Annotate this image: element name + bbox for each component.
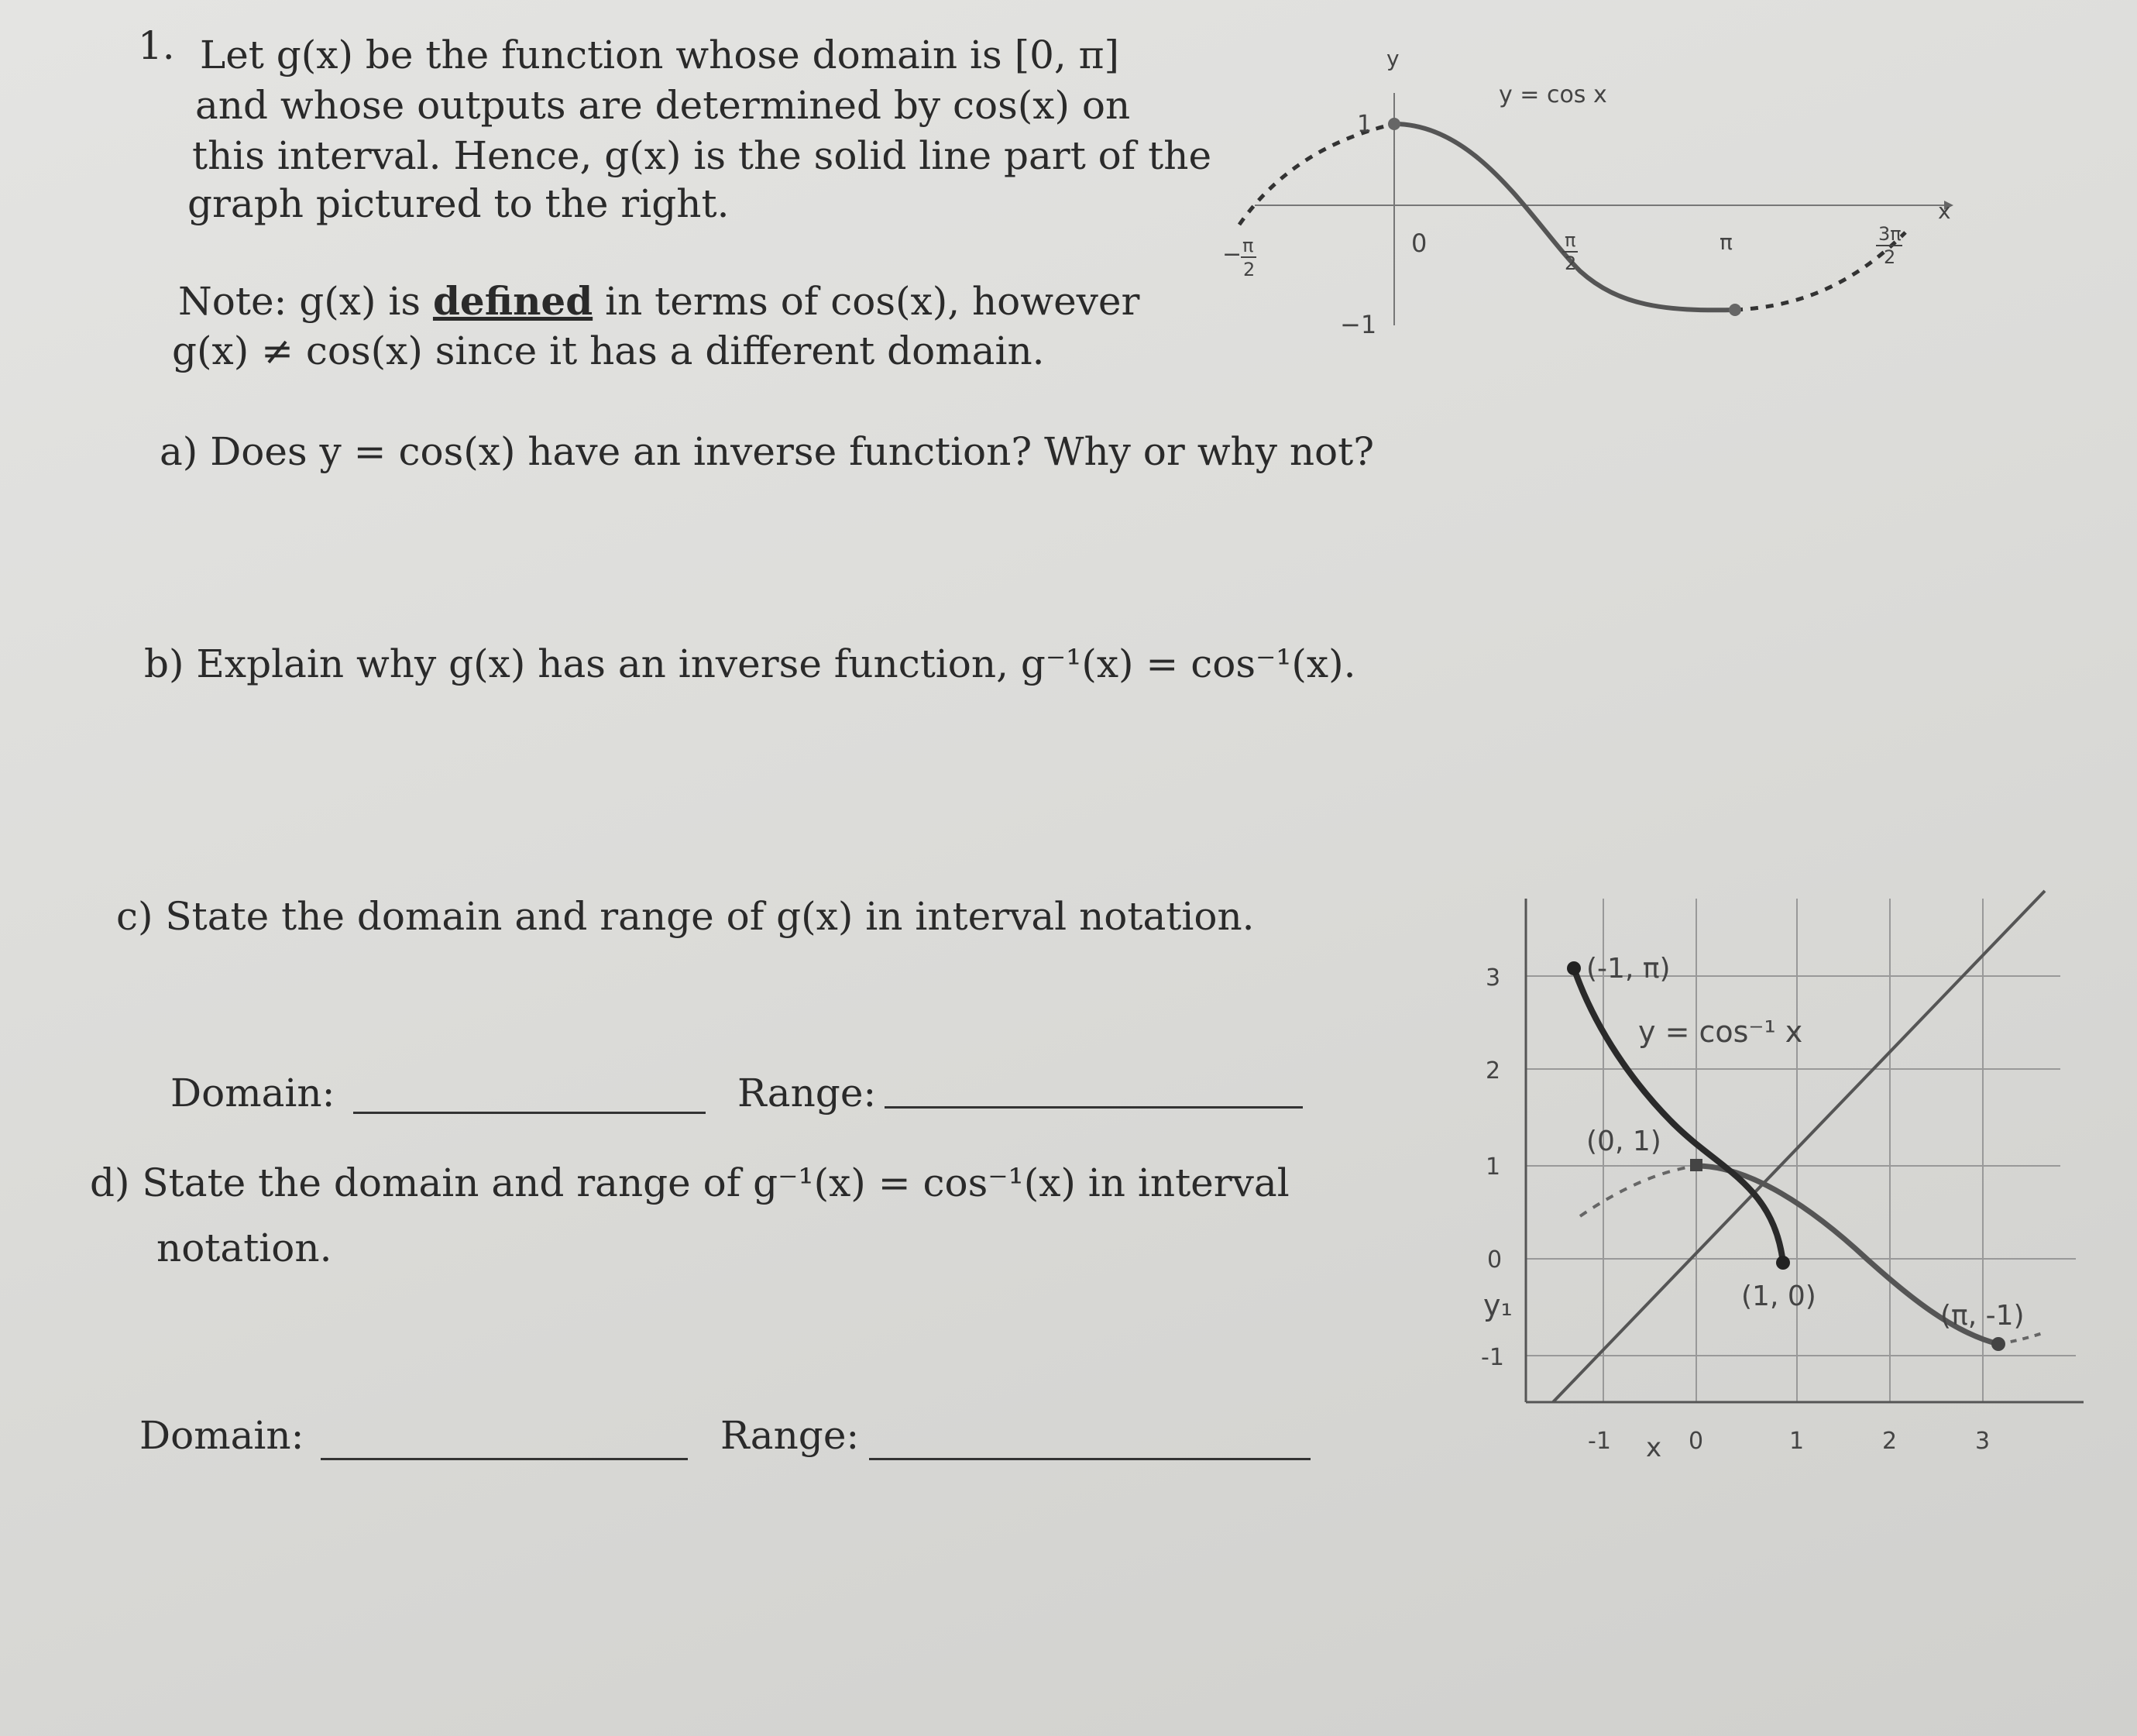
question-b: b) Explain why g(x) has an inverse function, g⁻¹(x) = cos⁻¹(x). [144,641,1356,686]
question-a: a) Does y = cos(x) have an inverse function? Why or why not? [160,429,1375,474]
cos-tick-neg1: −1 [1340,310,1377,339]
arccos-y-tick-1: 1 [1486,1153,1501,1181]
question-d-line-1: d) State the domain and range of g⁻¹(x) = cos⁻¹(x) in interval [90,1160,1290,1205]
cosine-graph [1208,31,2045,356]
arccos-x-tick-3: 3 [1975,1428,1991,1455]
domain-label-d: Domain: [139,1413,304,1458]
cos-tick-pi2-den: 2 [1565,253,1577,274]
cos-solid-curve [1394,124,1735,310]
range-label-c: Range: [737,1071,877,1116]
cos-dashed-left [1239,124,1394,225]
cos-y-axis-label: y [1386,46,1400,71]
cos-tick-pi: π [1720,229,1733,255]
arccos-y-tick-2: 2 [1486,1057,1501,1085]
problem-number: 1. [138,23,175,68]
cos-graph-title: y = cos x [1499,81,1607,108]
intro-line-1: Let g(x) be the function whose domain is [0, π] [200,33,1120,77]
intro-line-2: and whose outputs are determined by cos(x) on [195,83,1131,128]
arccos-x-tick-1: 1 [1789,1428,1805,1455]
cos-x-axis-label: x [1938,198,1951,224]
note-line-1 [178,277,1139,325]
domain-label-c: Domain: [170,1071,335,1116]
cos-tick-neg-pi2-den: 2 [1243,259,1256,280]
cos-endpoint-left [1388,118,1400,130]
cos-tick-3pi2-den: 2 [1884,246,1896,268]
question-d-line-2: notation. [156,1226,332,1270]
arccos-y-tick-neg1: -1 [1481,1344,1504,1371]
question-c: c) State the domain and range of g(x) in interval notation. [116,894,1255,939]
note-line-2: g(x) ≠ cos(x) since it has a different domain. [172,328,1045,373]
arccos-cos-dashed-left [1580,1166,1696,1216]
cos-tick-zero: 0 [1411,229,1428,258]
domain-blank-c[interactable] [353,1112,706,1114]
arccos-point-b-marker [1690,1159,1702,1171]
arccos-point-d-marker [1991,1337,2005,1351]
arccos-point-a-marker [1567,961,1581,975]
arccos-point-c-marker [1776,1256,1790,1270]
arccos-point-a-label: (-1, π) [1586,953,1671,985]
note-text-c: in terms of cos(x), however [593,279,1140,324]
cos-tick-3pi2-num: 3π [1878,223,1902,245]
arccos-x-axis-label: x [1646,1432,1662,1463]
arccos-point-c-label: (1, 0) [1741,1281,1816,1312]
arccos-y-tick-3: 3 [1486,964,1501,992]
cos-tick-neg-pi2-num: π [1242,235,1254,256]
cos-tick-pi2-num: π [1565,229,1576,251]
arccos-curve-label: y = cos⁻¹ x [1638,1015,1803,1049]
intro-line-4: graph pictured to the right. [187,181,730,226]
arccos-point-d-label: (π, -1) [1940,1300,2025,1332]
domain-blank-d[interactable] [321,1458,688,1460]
arccos-x-tick-2: 2 [1882,1428,1898,1455]
intro-line-3: this interval. Hence, g(x) is the solid line part of the [192,133,1212,178]
range-label-d: Range: [720,1413,860,1458]
cos-tick-1: 1 [1357,111,1373,138]
arccos-graph [1472,875,2091,1464]
arccos-point-b-label: (0, 1) [1586,1126,1661,1157]
cos-tick-neg-sign: − [1222,241,1242,268]
arccos-y-tick-0: 0 [1487,1246,1503,1274]
arccos-y-axis-label: y₁ [1483,1288,1513,1322]
arccos-curve [1574,968,1783,1263]
arccos-x-tick-neg1: -1 [1588,1428,1611,1455]
cos-endpoint-right [1729,304,1741,316]
range-blank-d[interactable] [869,1458,1311,1460]
note-defined-emphasis: defined [432,278,593,324]
note-text-a: Note: g(x) is [178,279,433,324]
arccos-cos-dashed-right [1998,1332,2045,1344]
range-blank-c[interactable] [885,1106,1303,1109]
arccos-x-tick-0: 0 [1689,1428,1704,1455]
